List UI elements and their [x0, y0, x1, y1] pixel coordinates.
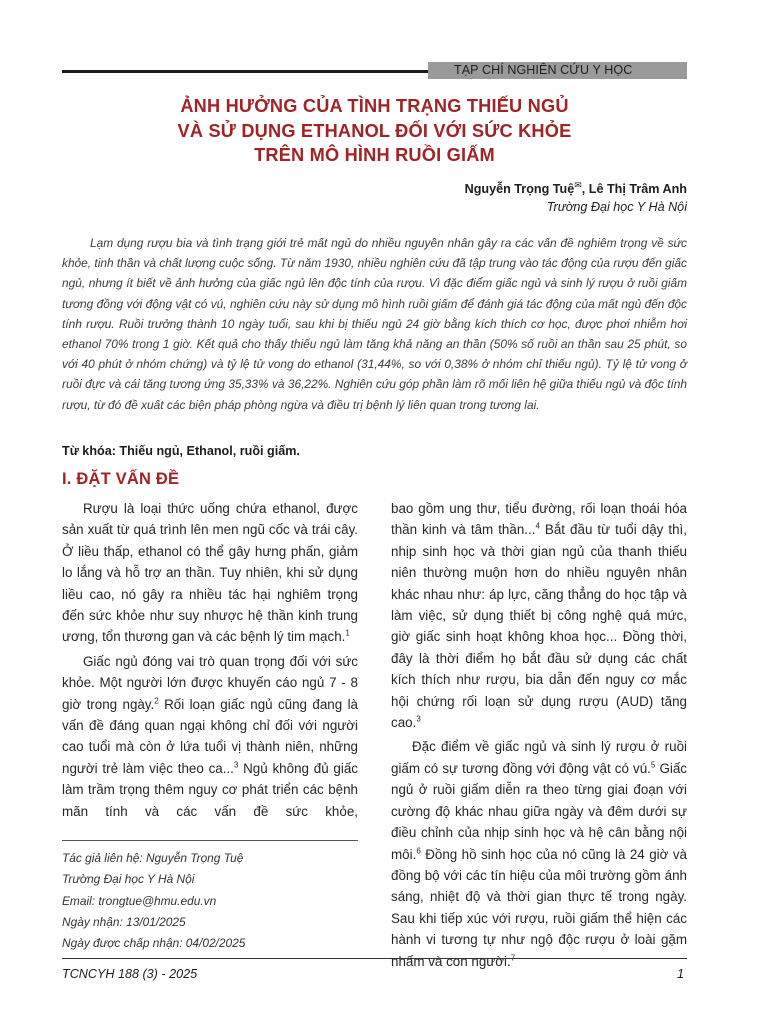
email-link[interactable]: Email: trongtue@hmu.edu.vn	[62, 893, 217, 908]
reference-mark: 7	[510, 953, 516, 963]
right-column	[391, 498, 687, 972]
reference-mark: 6	[416, 846, 421, 856]
article-title	[62, 94, 687, 168]
paragraph-2: Giấc ngủ đóng vai trò quan trọng đối với sức khỏe. Một người lớn được khuyến cáo ngủ 7 - 8 giờ trong ngày.$^2$ Rối loạn giấc ngủ cũng đang là vấn đề đáng quan ngại không chỉ đối với người cao tuổi mà còn ở lứa tuổi vị thành niên, những người trẻ làm việc theo ca...$^3$ Ngủ không đủ giấc làm trầm trọng thêm nguy cơ phát triển các bệnh mãn tính và các vấn đề sức khỏe,	[62, 653, 358, 819]
corresponding-author: Tác giả liên hệ: Nguyễn Trọng Tuệ	[62, 851, 244, 865]
reference-mark: 2	[154, 696, 159, 706]
notes-divider	[62, 840, 358, 841]
reference-mark: 3	[233, 760, 239, 770]
abstract: Lạm dụng rượu bia và tình trạng giới trẻ mất ngủ do nhiều nguyên nhân gây ra các vấn đề nghiêm trọng về sức khỏe, tinh thần và chất lượng cuộc sống. Từ năm 1930, nhiều nghiên cứu đã tập trung vào tác động của rượu đến giấc ngủ, nhưng ít biết về ảnh hưởng của giấc ngủ lên độc tính của rượu. Vì đặc điểm giấc ngủ và sinh lý rượu ở ruồi giấm tương đồng với động vật có vú, nghiên cứu này sử dụng mô hình ruồi giấm để đánh giá tác động của mất ngủ đến độc tính rượu. Ruồi trưởng thành 10 ngày tuổi, sau khi bị thiếu ngủ 24 giờ bằng kích thích cơ học, được phơi nhiễm hơi ethanol 70% trong 1 giờ. Kết quả cho thấy thiếu ngủ làm tăng khả năng an thần (50% số ruồi an thần sau 25 phút, so với 40 phút ở nhóm chứng) và tỷ lệ tử vong do ethanol (31,44%, so với 0,38% ở nhóm chỉ thiếu ngủ). Tỷ lệ tử vong ở ruồi đực và cái tăng tương ứng 35,33% và 36,22%. Nghiên cứu góp phần làm rõ mối liên hệ giữa thiếu ngủ và độc tính rượu, từ đó đề xuất các biện pháp phòng ngừa và điều trị bệnh lý liên quan trong tương lai.	[62, 236, 687, 412]
author-main: Nguyễn Trọng Tuệ	[464, 182, 575, 197]
page-number: 1	[676, 967, 684, 981]
keywords: Từ khóa: Thiếu ngủ, Ethanol, ruồi giấm.	[62, 444, 300, 458]
title-line-2: VÀ SỬ DỤNG ETHANOL ĐỐI VỚI SỨC KHỎE	[177, 120, 572, 141]
received-date: Ngày nhận: 13/01/2025	[62, 914, 186, 929]
accepted-date: Ngày được chấp nhận: 04/02/2025	[62, 936, 246, 951]
left-column	[62, 498, 358, 822]
authors	[465, 180, 687, 196]
note-institution: Trường Đại học Y Hà Nội	[62, 872, 195, 887]
header-rule	[62, 70, 428, 73]
section-heading: I. ĐẶT VẤN ĐỀ	[62, 470, 180, 488]
envelope-icon: ✉	[574, 180, 582, 190]
title-line-1: ẢNH HƯỞNG CỦA TÌNH TRẠNG THIẾU NGỦ	[180, 96, 569, 116]
author-notes	[62, 848, 245, 954]
affiliation: Trường Đại học Y Hà Nội	[546, 200, 687, 214]
reference-mark: 1	[345, 628, 350, 638]
paragraph-3: Đặc điểm về giấc ngủ và sinh lý rượu ở ruồi giấm có sự tương đồng với động vật có vú.$^5$ Giấc ngủ ở ruồi giấm diễn ra theo từng giai đoạn với cường độ khác nhau giữa ngày và đêm dưới sự điều chỉnh của nhịp sinh học và hệ cân bằng nội môi.$^6$ Đồng hồ sinh học của nó cũng là 24 giờ và đồng bộ với các tín hiệu của môi trường gồm ánh sáng, nhiệt độ và thời gian thực tế trong ngày. Sau khi tiếp xúc với rượu, ruồi giấm thể hiện các hành vi tương tự như ngộ độc rượu ở loài gặm nhấm và con người.$^7$	[391, 739, 687, 969]
footer-rule	[62, 958, 687, 959]
reference-mark: 5	[650, 760, 656, 770]
paragraph-1: Rượu là loại thức uống chứa ethanol, được sản xuất từ quá trình lên men ngũ cốc và trái cây. Ở liều thấp, ethanol có thể gây hưng phấn, giảm lo lắng và hỗ trợ an thần. Tuy nhiên, khi sử dụng liều cao, nó gây ra nhiều tác hại nghiêm trọng đến sức khỏe như suy nhược hệ thần kinh trung ương, tổn thương gan và các bệnh lý tim mạch.$^1$	[62, 501, 358, 645]
paragraph-2-continued: bao gồm ung thư, tiểu đường, rối loạn thoái hóa thần kinh và tâm thần...$^4$ Bắt đầu từ tuổi dậy thì, nhịp sinh học và thời gian ngủ của thanh thiếu niên thường muộn hơn do nhiều nguyên nhân khác nhau như: áp lực, căng thẳng do học tập và làm việc, sử dụng thiết bị công nghệ quá mức, giờ giấc sinh hoạt không khoa học... Đồng thời, đây là thời điểm họ bắt đầu sử dụng các chất kích thích như rượu, bia dẫn đến nguy cơ mắc hội chứng rối loạn sử dụng rượu (AUD) tăng cao.$^3$	[391, 501, 687, 731]
reference-mark: 3	[416, 714, 421, 724]
reference-mark: 4	[535, 521, 540, 531]
journal-name: TẠP CHÍ NGHIÊN CỨU Y HỌC	[428, 62, 687, 79]
footer-issue: TCNCYH 188 (3) - 2025	[62, 967, 198, 981]
author-co: , Lê Thị Trâm Anh	[581, 182, 687, 197]
title-line-3: TRÊN MÔ HÌNH RUỒI GIẤM	[254, 145, 495, 165]
